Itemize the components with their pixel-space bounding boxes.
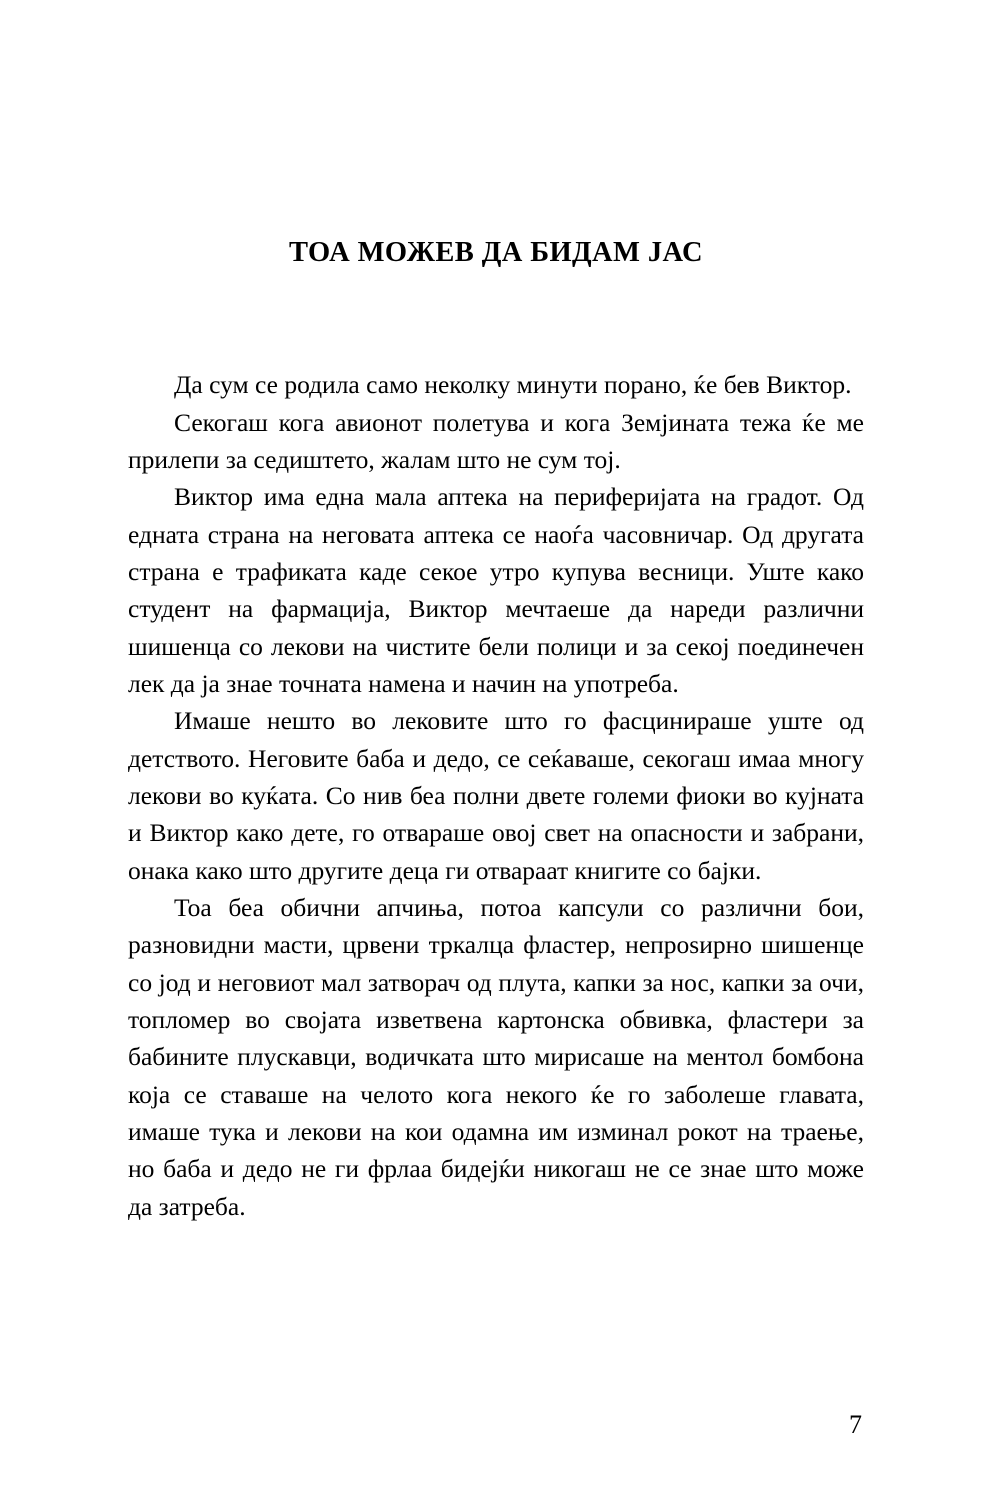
paragraph: Тоа беа обични апчиња, потоа капсули со различни бои, разновидни масти, црвени тркалца фластер, непроѕирно шишенце со јод и неговиот мал затворач од плута, капки за нос, капки за очи, топломер во својата изветвена картонска обвивка, фластери за бабините плускавци, водичката што мирисаше на ментол бомбона која се ставаше на челото кога некого ќе го заболеше главата, имаше тука и лекови на кои одамна им изминал рокот на траење, но баба и дедо не ги фрлаа бидејќи никогаш не се знае што може да затреба.: [128, 893, 864, 1221]
page-content: [128, 0, 864, 1225]
paragraph: Секогаш кога авионот полетува и кога Земјината тежа ќе ме прилепи за седиштето, жалам што не сум тој.: [128, 407, 864, 474]
chapter-title: ТОА МОЖЕВ ДА БИДАМ ЈАС: [288, 237, 704, 268]
paragraph: Да сум се родила само неколку минути порано, ќе бев Виктор.: [174, 370, 852, 400]
paragraph: Имаше нешто во лековите што го фасцинираше уште од детството. Неговите баба и дедо, се сеќаваше, секогаш имаа многу лекови во куќата. Со нив беа полни двете големи фиоки во кујната и Виктор како дете, го отвараше овој свет на опасности и забрани, онака како што другите деца ги отвараат книгите со бајки.: [128, 706, 864, 885]
paragraph: Виктор има една мала аптека на периферијата на градот. Од едната страна на неговата аптека се наоѓа часовничар. Од другата страна е трафиката каде секое утро купува весници. Уште како студент на фармација, Виктор мечтаеше да нареди различни шишенца со лекови на чистите бели полици и за секој поединечен лек да ја знае точната намена и начин на употреба.: [128, 482, 864, 698]
page-number: 7: [849, 1410, 862, 1439]
body-text: [128, 366, 864, 1225]
